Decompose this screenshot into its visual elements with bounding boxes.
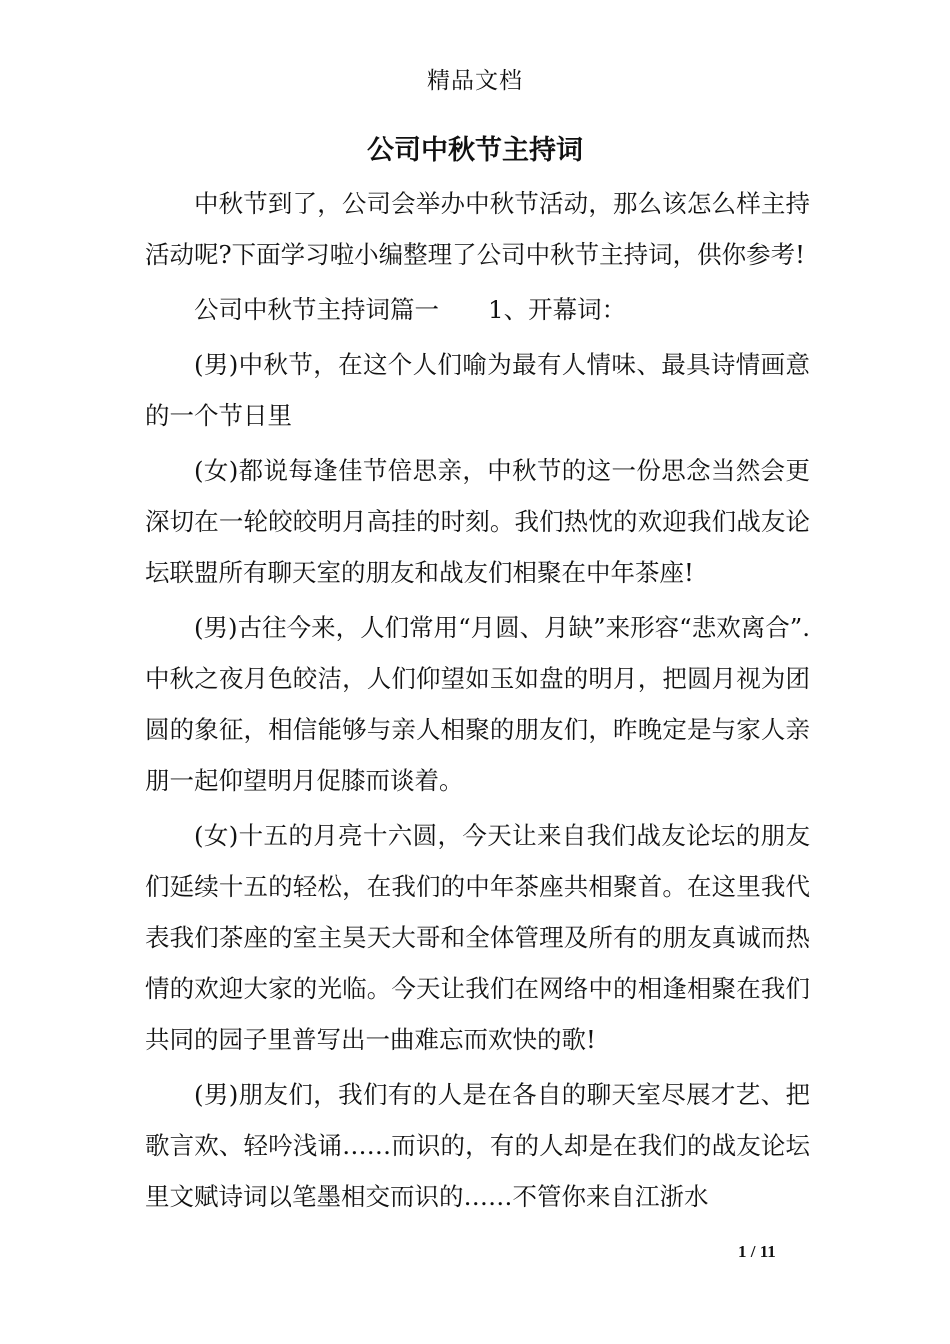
paragraph-male-2: (男)古往今来，人们常用“月圆、月缺”来形容“悲欢离合”.中秋之夜月色皎洁，人们仰望如玉如盘的明月，把圆月视为团圆的象征，相信能够与亲人相聚的朋友们，昨晚定是与家人亲朋一起仰望明月促膝而谈着。 — [145, 613, 811, 795]
paragraph-section-heading: 公司中秋节主持词篇一 1、开幕词： — [194, 295, 627, 324]
paragraph-female-1: (女)都说每逢佳节倍思亲，中秋节的这一份思念当然会更深切在一轮皎皎明月高挂的时刻。我们热忱的欢迎我们战友论坛联盟所有聊天室的朋友和战友们相聚在中年茶座! — [145, 456, 810, 587]
paragraph-female-2: (女)十五的月亮十六圆，今天让来自我们战友论坛的朋友们延续十五的轻松，在我们的中年茶座共相聚首。在这里我代表我们茶座的室主昊天大哥和全体管理及所有的朋友真诚而热情的欢迎大家的光临。今天让我们在网络中的相逢相聚在我们共同的园子里普写出一曲难忘而欢快的歌! — [145, 821, 810, 1054]
paragraph-male-1: (男)中秋节，在这个人们喻为最有人情味、最具诗情画意的一个节日里 — [145, 350, 810, 430]
document-title: 公司中秋节主持词 — [367, 135, 583, 166]
paragraph-intro: 中秋节到了，公司会举办中秋节活动，那么该怎么样主持活动呢?下面学习啦小编整理了公司中秋节主持词，供你参考! — [145, 189, 810, 269]
paragraph-male-3: (男)朋友们，我们有的人是在各自的聊天室尽展才艺、把歌言欢、轻吟浅诵……而识的，有的人却是在我们的战友论坛里文赋诗词以笔墨相交而识的……不管你来自江浙水 — [145, 1080, 810, 1211]
page-number: 1 / 11 — [738, 1242, 776, 1261]
page-header: 精品文档 — [427, 68, 523, 94]
document-body — [145, 178, 810, 1226]
